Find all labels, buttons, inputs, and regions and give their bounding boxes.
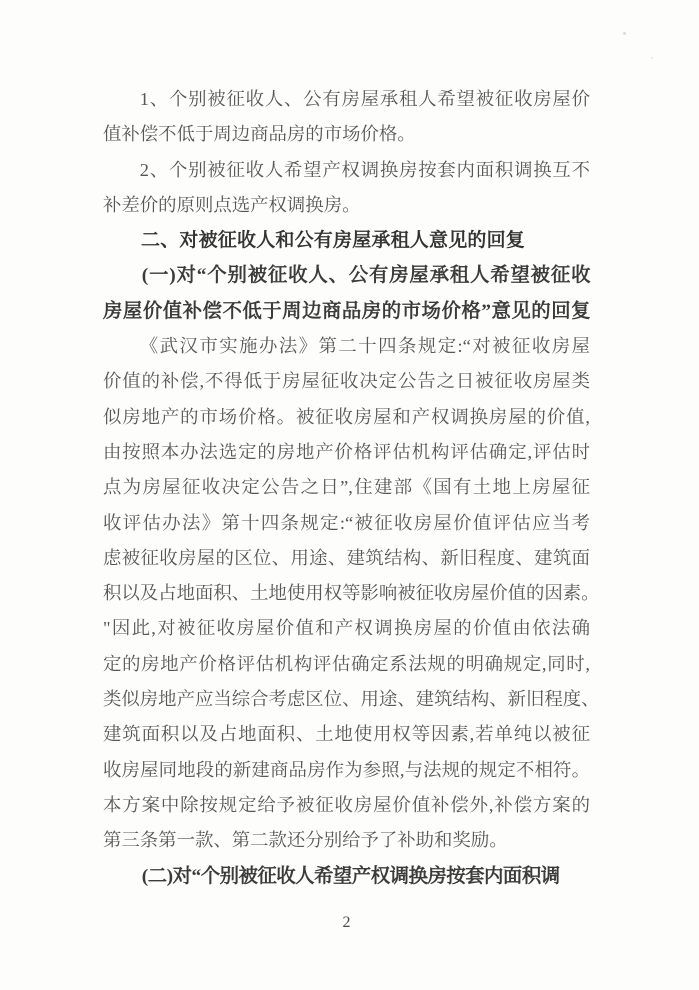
text-line: 建筑面积以及占地面积、土地使用权等因素,若单纯以被征 (103, 724, 590, 745)
heading-paragraph (103, 258, 590, 329)
text-line: 《武汉市实施办法》第二十四条规定:“对被征收房屋 (139, 336, 590, 357)
text-line: (二)对“个别被征收人希望产权调换房按套内面积调 (141, 865, 560, 887)
scan-speck (623, 32, 626, 35)
heading-paragraph (103, 223, 590, 258)
paragraph (103, 153, 590, 224)
paragraph (103, 329, 600, 858)
text-line: 似房地产的市场价格。被征收房屋和产权调换房屋的价值, (103, 406, 590, 427)
text-line: 2、个别被征收人希望产权调换房按套内面积调换互不 (139, 159, 590, 180)
text-line: 值补偿不低于周边商品房的市场价格。 (103, 124, 416, 145)
text-line: 定的房地产价格评估机构评估确定系法规的明确规定,同时, (103, 653, 590, 674)
scan-speck (651, 57, 653, 59)
text-line: 收评估办法》第十四条规定:“被征收房屋价值评估应当考 (103, 512, 590, 533)
text-line: 点为房屋征收决定公告之日”,住建部《国有土地上房屋征 (103, 477, 590, 498)
text-line: 二、对被征收人和公有房屋承租人意见的回复 (141, 230, 526, 252)
text-line: 第三条第一款、第二款还分别给予了补助和奖励。 (103, 830, 508, 851)
heading-paragraph (103, 859, 590, 894)
text-line: 价值的补偿,不得低于房屋征收决定公告之日被征收房屋类 (103, 371, 590, 392)
text-line: 1、个别被征收人、公有房屋承租人希望被征收房屋价 (139, 89, 590, 109)
document-text-block (103, 82, 600, 894)
page-number: 2 (342, 914, 351, 931)
text-line: "因此,对被征收房屋价值和产权调换房屋的价值由依法确 (103, 618, 590, 639)
text-line: 收房屋同地段的新建商品房作为参照,与法规的规定不相符。 (103, 759, 590, 780)
text-line: 房屋价值补偿不低于周边商品房的市场价格”意见的回复 (103, 300, 590, 322)
text-line: 类似房地产应当综合考虑区位、用途、建筑结构、新旧程度、 (103, 689, 600, 710)
text-line: 虑被征收房屋的区位、用途、建筑结构、新旧程度、建筑面 (103, 547, 590, 568)
text-line: 补差价的原则点选产权调换房。 (103, 194, 361, 215)
text-line: 由按照本办法选定的房地产价格评估机构评估确定,评估时 (103, 441, 590, 462)
text-line: 积以及占地面积、土地使用权等影响被征收房屋价值的因素。 (103, 583, 600, 604)
text-line: (一)对“个别被征收人、公有房屋承租人希望被征收 (141, 265, 590, 287)
paragraph (103, 82, 590, 153)
text-line: 本方案中除按规定给予被征收房屋价值补偿外,补偿方案的 (103, 794, 590, 815)
